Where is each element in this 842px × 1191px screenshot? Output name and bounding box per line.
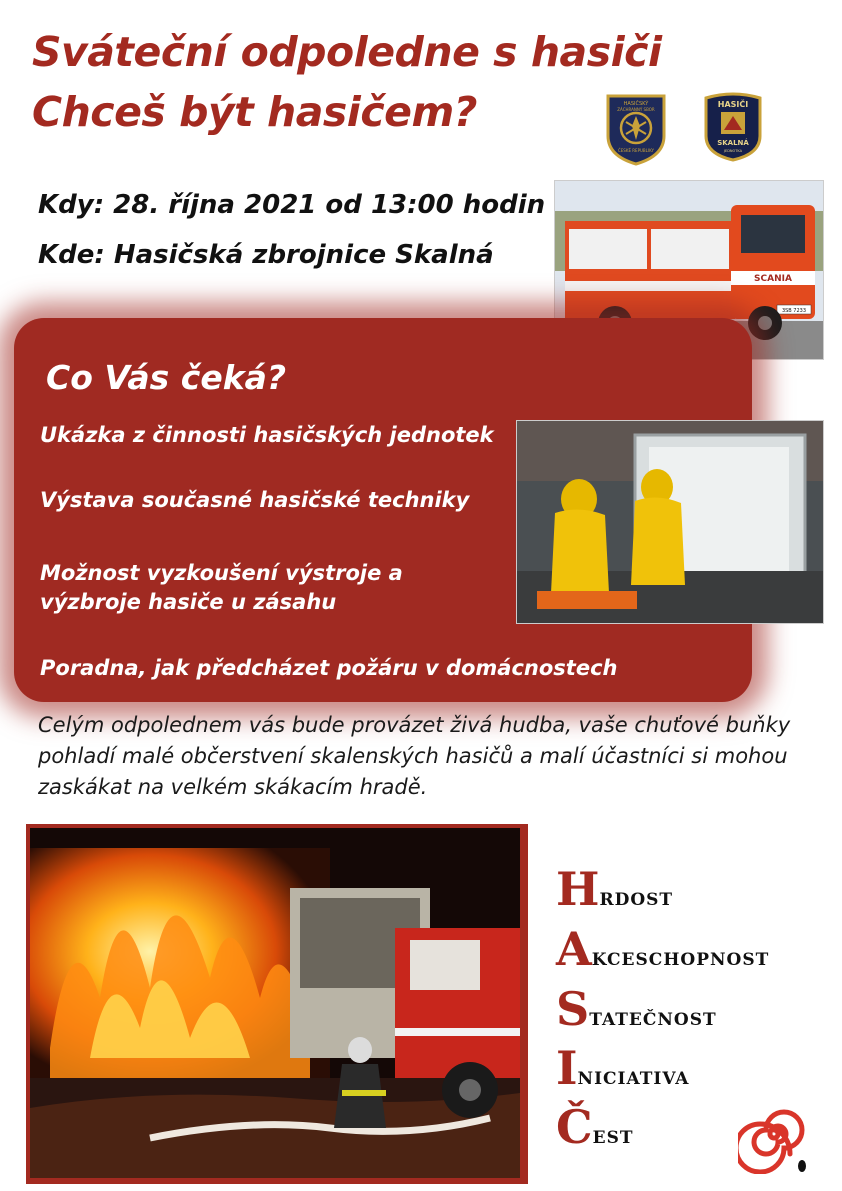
acrostic-word: EST xyxy=(592,1128,634,1148)
acrostic-word: TATEČNOST xyxy=(589,1010,717,1030)
title-line-1: Sváteční odpoledne s hasiči xyxy=(32,28,662,76)
fire-scene-photo xyxy=(30,828,520,1178)
event-when: Kdy: 28. října 2021 od 13:00 hodin xyxy=(38,190,546,220)
acrostic-letter: I xyxy=(556,1041,578,1095)
program-item-4: Poradna, jak předcházet požáru v domácnostech xyxy=(40,656,618,680)
acrostic-letter: A xyxy=(556,922,592,976)
acrostic-word: NICIATIVA xyxy=(577,1069,690,1089)
program-heading: Co Vás čeká? xyxy=(46,358,287,397)
program-item-1: Ukázka z činnosti hasičských jednotek xyxy=(40,423,494,447)
acrostic-word: KCESCHOPNOST xyxy=(591,950,770,970)
badge-right-sub: JEDNOTKA xyxy=(723,149,743,153)
acrostic-row-4 xyxy=(556,1041,690,1095)
acrostic-letter: S xyxy=(556,982,590,1036)
hazmat-suits-photo xyxy=(516,420,824,624)
badge-left-line3: ČESKÉ REPUBLIKY xyxy=(617,148,655,153)
title-line-2: Chceš být hasičem? xyxy=(32,88,477,136)
program-item-2: Výstava současné hasičské techniky xyxy=(40,488,470,512)
badge-left-line2: ZÁCHRANNÝ SBOR xyxy=(617,107,655,112)
fire-service-badge-icon xyxy=(604,92,668,166)
acrostic-letter: H xyxy=(556,862,600,916)
program-item-3: Možnost vyzkoušení výstroje a výzbroje hasiče u zásahu xyxy=(40,561,403,614)
truck-plate: 3SB 7233 xyxy=(781,308,807,314)
acrostic-row-3 xyxy=(556,982,717,1036)
skalna-firefighters-badge-icon xyxy=(702,90,764,162)
acrostic-row-1 xyxy=(556,862,674,916)
event-where: Kde: Hasičská zbrojnice Skalná xyxy=(38,240,494,270)
acrostic-letter: Č xyxy=(556,1100,593,1154)
acrostic-row-5 xyxy=(556,1100,634,1154)
acrostic-word: RDOST xyxy=(599,890,674,910)
spiral-logo-icon xyxy=(738,1094,810,1174)
acrostic-row-2 xyxy=(556,922,770,976)
event-description: Celým odpolednem vás bude provázet živá hudba, vaše chuťové buňky pohladí malé občerstvení skalenských hasičů a malí účastníci si mohou zaskákat na velkém skákacím hradě. xyxy=(38,713,791,799)
truck-brand: SCANIA xyxy=(754,274,792,284)
badge-right-top: HASIČI xyxy=(717,100,749,109)
badge-right-bottom: SKALNÁ xyxy=(717,139,749,147)
badge-left-line1: HASIČSKÝ xyxy=(623,101,649,107)
